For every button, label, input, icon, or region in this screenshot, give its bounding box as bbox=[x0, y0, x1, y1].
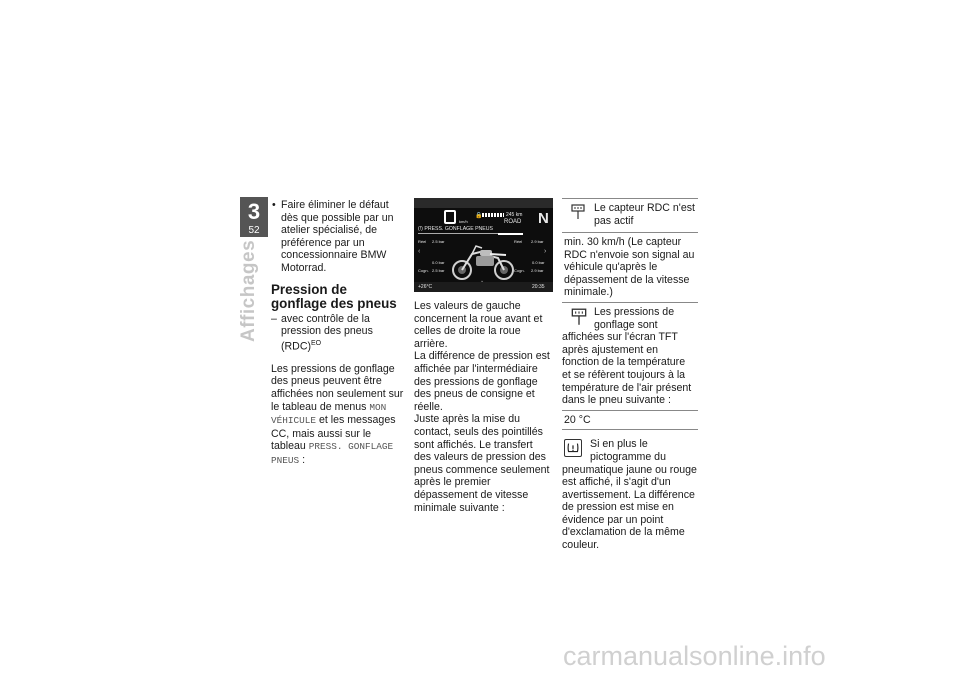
value-diff-front: 0.0 bar bbox=[432, 260, 445, 265]
value-diff-rear: 0.0 bar bbox=[532, 260, 545, 265]
tyre-warning-icon bbox=[564, 439, 582, 457]
ambient-temperature: +26°C bbox=[418, 284, 433, 290]
paragraph-transfer: Juste après la mise du contact, seuls des pointillés sont affichés. Le transfert des valeurs de pression des pneus commence seulement après le premier dépassement de vitesse minimale suivante : bbox=[414, 413, 550, 514]
tft-display-image bbox=[414, 198, 553, 292]
bullet-item: • Faire éliminer le défaut dès que possible par un atelier spécialisé, de préférence par un concessionnaire BMW Motorrad. bbox=[271, 199, 405, 275]
spec-table bbox=[562, 198, 698, 430]
tyre-sensor-icon bbox=[570, 307, 588, 327]
tft-screen-title bbox=[418, 226, 493, 232]
chapter-tab bbox=[240, 197, 268, 237]
label-real-rear: Réel bbox=[514, 239, 523, 244]
clock-readout: 20:35 bbox=[532, 284, 545, 290]
column-2 bbox=[414, 300, 552, 514]
ride-mode: ROAD bbox=[504, 219, 522, 225]
motorcycle-icon bbox=[450, 244, 516, 280]
condition-item bbox=[271, 313, 405, 353]
label-real-front: Réel bbox=[418, 239, 427, 244]
menu-name-pressure: PRESS. GONFLAGE PNEUS bbox=[271, 441, 394, 467]
chapter-number: 3 bbox=[247, 199, 261, 224]
paragraph-pressure-difference: La différence de pression est affichée par l'intermédiaire des pressions de gonflage des pneus de consigne et réelle. bbox=[414, 350, 550, 413]
warning-paragraph bbox=[562, 438, 698, 551]
value-min-speed: min. 30 km/h (Le capteur RDC n'envoie son signal au véhicule qu'après le dépassement de la vitesse minimale.) bbox=[562, 233, 698, 303]
paragraph-front-rear: Les valeurs de gauche concernent la roue avant et celles de droite la roue arrière. bbox=[414, 300, 543, 350]
intro-text-b: et les messages CC, mais aussi sur le tableau bbox=[271, 414, 396, 453]
column-1 bbox=[271, 199, 405, 468]
menu-name-vehicle: MON VÉHICULE bbox=[271, 401, 387, 427]
note-temperature-adjust bbox=[562, 303, 698, 411]
label-target-front: Cogn. bbox=[418, 268, 429, 273]
value-target-front: 2.5 bar bbox=[432, 268, 445, 273]
warning-text: Si en plus le pictogramme du pneumatique jaune ou rouge est affiché, il s'agit d'un avertissement. La différence de pression est mise en évidence par un point d'exclamation de la même couleur. bbox=[562, 438, 697, 552]
equipment-superscript: EO bbox=[311, 339, 322, 347]
lock-icon: 🔒 bbox=[475, 213, 483, 219]
intro-paragraph bbox=[271, 363, 405, 468]
value-target-rear: 2.9 bar bbox=[531, 268, 544, 273]
watermark: carmanualsonline.info bbox=[563, 641, 826, 671]
condition-text: avec contrôle de la pression des pneus (RDC) bbox=[281, 312, 373, 353]
speed-digit bbox=[444, 210, 456, 224]
dash-mark: – bbox=[271, 312, 277, 325]
value-real-rear: 2.9 bar bbox=[531, 239, 544, 244]
title-underline bbox=[418, 233, 498, 234]
range-readout: 245 km bbox=[506, 212, 523, 218]
chevron-left-icon: ‹ bbox=[418, 248, 421, 255]
section-heading: Pression de gonflage des pneus bbox=[271, 281, 397, 311]
intro-text-a: Les pressions de gonflage des pneus peuvent être affichées non seulement sur le tableau de menus bbox=[271, 362, 404, 413]
section-title-vertical: Affichages bbox=[238, 239, 259, 342]
column-3 bbox=[562, 198, 698, 552]
note-sensor-inactive bbox=[562, 199, 698, 233]
value-real-front: 2.5 bar bbox=[432, 239, 445, 244]
speed-unit: km/h bbox=[459, 219, 468, 224]
value-reference-temperature: 20 °C bbox=[562, 411, 698, 431]
tyre-pressure-icon: (!) bbox=[418, 226, 423, 232]
tyre-sensor-icon bbox=[570, 203, 586, 221]
label-target-rear: Cogn. bbox=[514, 268, 525, 273]
chevron-down-icon: ⌄ bbox=[480, 278, 485, 284]
gear-indicator: N bbox=[538, 210, 549, 227]
page-number: 52 bbox=[248, 225, 260, 236]
intro-text-c: : bbox=[299, 454, 306, 467]
note-temperature-text: Les pressions de gonflage sont affichées sur l'écran TFT après ajustement en fonction de la température et se réfèrent toujours à la température de l'air présent dans le pneu suivante : bbox=[562, 305, 692, 407]
title-underline-accent bbox=[498, 233, 523, 235]
chevron-right-icon: › bbox=[544, 248, 547, 255]
note-sensor-text: Le capteur RDC n'est pas actif bbox=[594, 202, 695, 227]
tft-title-text: PRESS. GONFLAGE PNEUS bbox=[424, 226, 493, 232]
tft-top-bar bbox=[414, 198, 553, 208]
fuel-bars-icon bbox=[482, 213, 504, 217]
